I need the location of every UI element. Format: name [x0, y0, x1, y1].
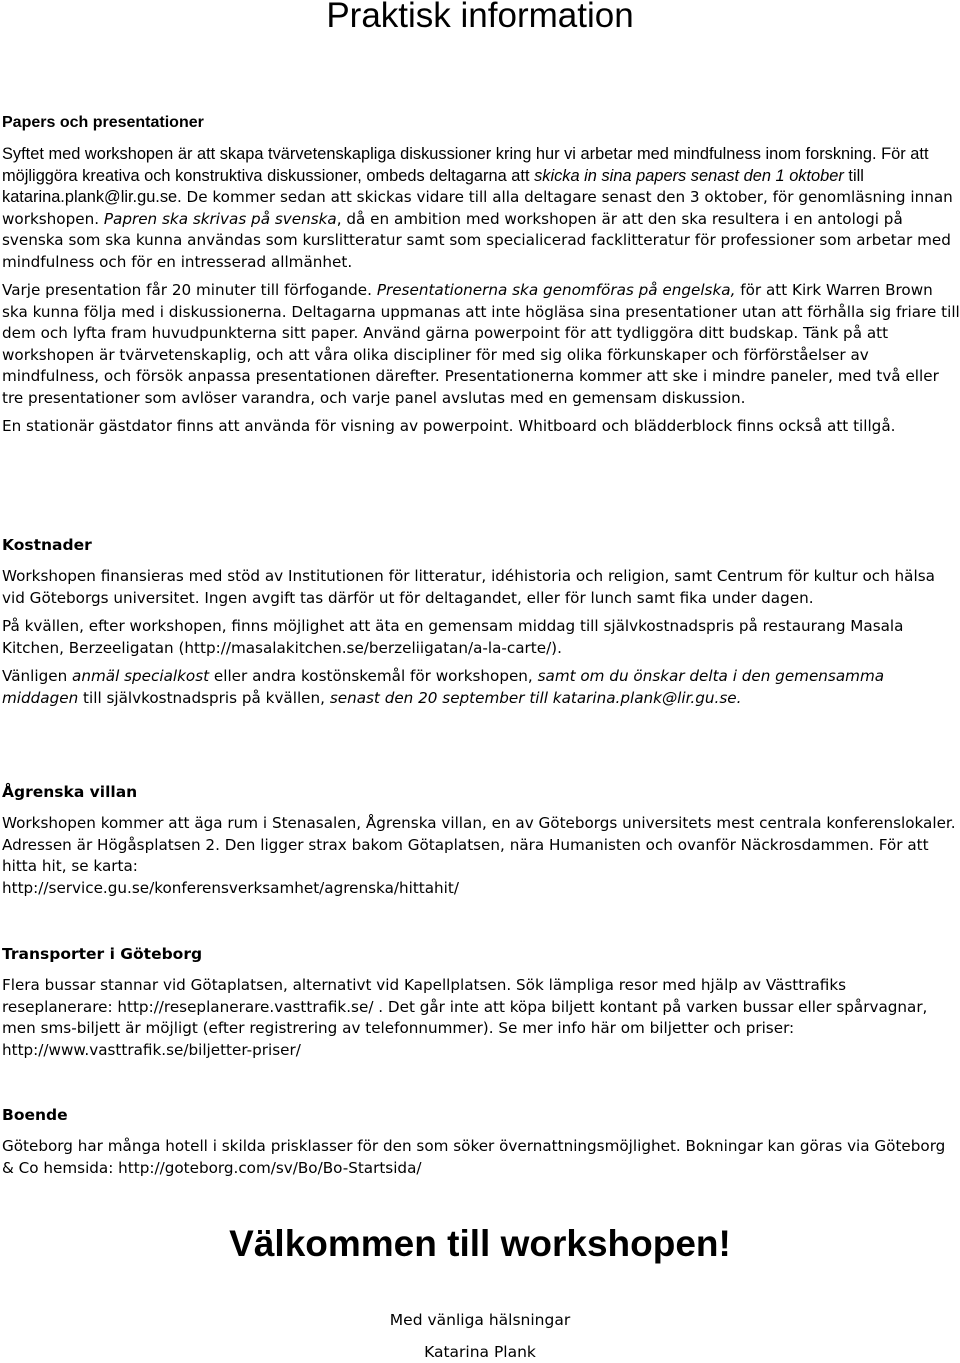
section-heading-kostnader: Kostnader: [2, 536, 92, 554]
papers-p1-deadline: skicka in sina papers senast den 1 oktober: [534, 166, 844, 185]
section-agrenska: [2, 781, 960, 906]
papers-paragraph-1: [2, 144, 960, 273]
papers-p1-text-d: De kommer sedan att skickas vidare till alla deltagare senast den 3 oktober, för genomläsning innan workshopen.: [2, 188, 953, 228]
kostnader-p3-text-a: Vänligen: [2, 667, 73, 685]
papers-p1-text-f: , då en ambition med workshopen är att den ska resultera i en antologi på svenska som ska kunna användas som kurslitteratur samt som specialicerad facklitteratur för professioner som arbetar med mindfulness och för en intresserad allmänhet.: [2, 209, 951, 271]
papers-p2-text-a: Varje presentation får 20 minuter till förfogande.: [2, 281, 377, 299]
papers-p1-email: till katarina.plank@lir.gu.se.: [2, 166, 864, 206]
section-heading-boende: Boende: [2, 1106, 68, 1124]
section-kostnader: [2, 534, 960, 716]
papers-p1-text-a: Syftet med workshopen är att skapa tvärvetenskapliga diskussioner kring hur vi arbetar med mindfulness inom forskning. För att möjliggöra kreativa och konstruktiva diskussioner, ombeds deltagarna att: [2, 145, 929, 185]
papers-paragraph-2: [2, 280, 960, 409]
agrenska-p1-text: Workshopen kommer att äga rum i Stenasalen, Ågrenska villan, en av Göteborgs universitets mest centrala konferenslokaler. Adressen är Högåsplatsen 2. Den ligger strax bakom Götaplatsen, nära Humanisten och ovanför Näckrosdammen. För att hitta hit, se karta:: [2, 814, 956, 875]
kostnader-p3-specialkost: anmäl specialkost: [72, 667, 210, 685]
boende-paragraph-1: Göteborg har många hotell i skilda prisklasser för den som söker övernattningsmöjlighet. Bokningar kan göras via Göteborg & Co hemsida: http://goteborg.com/sv/Bo/Bo-Startsida/: [2, 1137, 946, 1177]
section-heading-transporter: Transporter i Göteborg: [2, 945, 203, 963]
section-heading-agrenska: Ågrenska villan: [2, 783, 138, 801]
kostnader-p3-text-c: eller andra kostönskemål för workshopen,: [209, 667, 538, 685]
section-transporter: [2, 943, 960, 1068]
greeting: Med vänliga hälsningar: [389, 1311, 571, 1329]
section-heading-papers: Papers och presentationer: [2, 114, 204, 131]
kostnader-p3-deadline: senast den 20 september till katarina.plank@lir.gu.se.: [329, 688, 742, 707]
papers-p2-text-c: för att Kirk Warren Brown ska kunna följa med i diskussionerna. Deltagarna uppmanas att inte högläsa sina presentationer utan att förhålla sig friare till dem och lyfta fram huvudpunkterna sitt paper. Använd gärna powerpoint för att tydliggöra ditt budskap. Tänk på att workshopen är tvärvetenskaplig, och att våra olika discipliner för med sig olika förkunskaper och förförståelser av mindfulness, och försök anpassa presentationen därefter. Presentationerna kommer att ske i mindre paneler, med två eller tre presentationer som avlöser varandra, och varje panel avslutas med en gemensam diskussion.: [2, 281, 960, 407]
agrenska-paragraph-1: [2, 813, 960, 899]
signature: Katarina Plank: [424, 1343, 536, 1361]
kostnader-paragraph-1: Workshopen finansieras med stöd av Institutionen för litteratur, idéhistoria och religion, samt Centrum för kultur och hälsa vid Göteborgs universitet. Ingen avgift tas därför ut för deltagandet, eller för lunch samt fika under dagen.: [2, 567, 935, 607]
kostnader-paragraph-3: [2, 666, 960, 709]
kostnader-p3-middag: samt om du önskar delta i den gemensamma middagen: [2, 667, 885, 707]
papers-paragraph-3: En stationär gästdator finns att använda för visning av powerpoint. Whitboard och blädderblock finns också att tillgå.: [2, 417, 896, 435]
kostnader-p3-text-e: till självkostnadspris på kvällen,: [78, 688, 330, 707]
agrenska-map-link[interactable]: http://service.gu.se/konferensverksamhet/agrenska/hittahit/: [2, 878, 459, 897]
kostnader-paragraph-2: På kvällen, efter workshopen, finns möjlighet att äta en gemensam middag till självkostnadspris på restaurang Masala Kitchen, Berzeeligatan (http://masalakitchen.se/berzeliigatan/a-la-carte/).: [2, 617, 904, 657]
page-title: Praktisk information: [326, 0, 634, 35]
transporter-paragraph-1: Flera bussar stannar vid Götaplatsen, alternativt vid Kapellplatsen. Sök lämpliga resor med hjälp av Västtrafiks reseplanerare: http://reseplanerare.vasttrafik.se/ . Det går inte att köpa biljett kontant på varken bussar eller spårvagnar, men sms-biljett är möjligt (efter registrering av telefonnummer). Se mer info här om biljetter och priser: http://www.vasttrafik.se/biljetter-priser/: [2, 976, 928, 1059]
papers-p2-language: Presentationerna ska genomföras på engelska,: [376, 281, 736, 299]
papers-p1-language: Papren ska skrivas på svenska: [103, 209, 337, 228]
welcome-heading: Välkommen till workshopen!: [229, 1223, 731, 1264]
section-papers: [2, 112, 960, 445]
section-boende: [2, 1104, 960, 1186]
